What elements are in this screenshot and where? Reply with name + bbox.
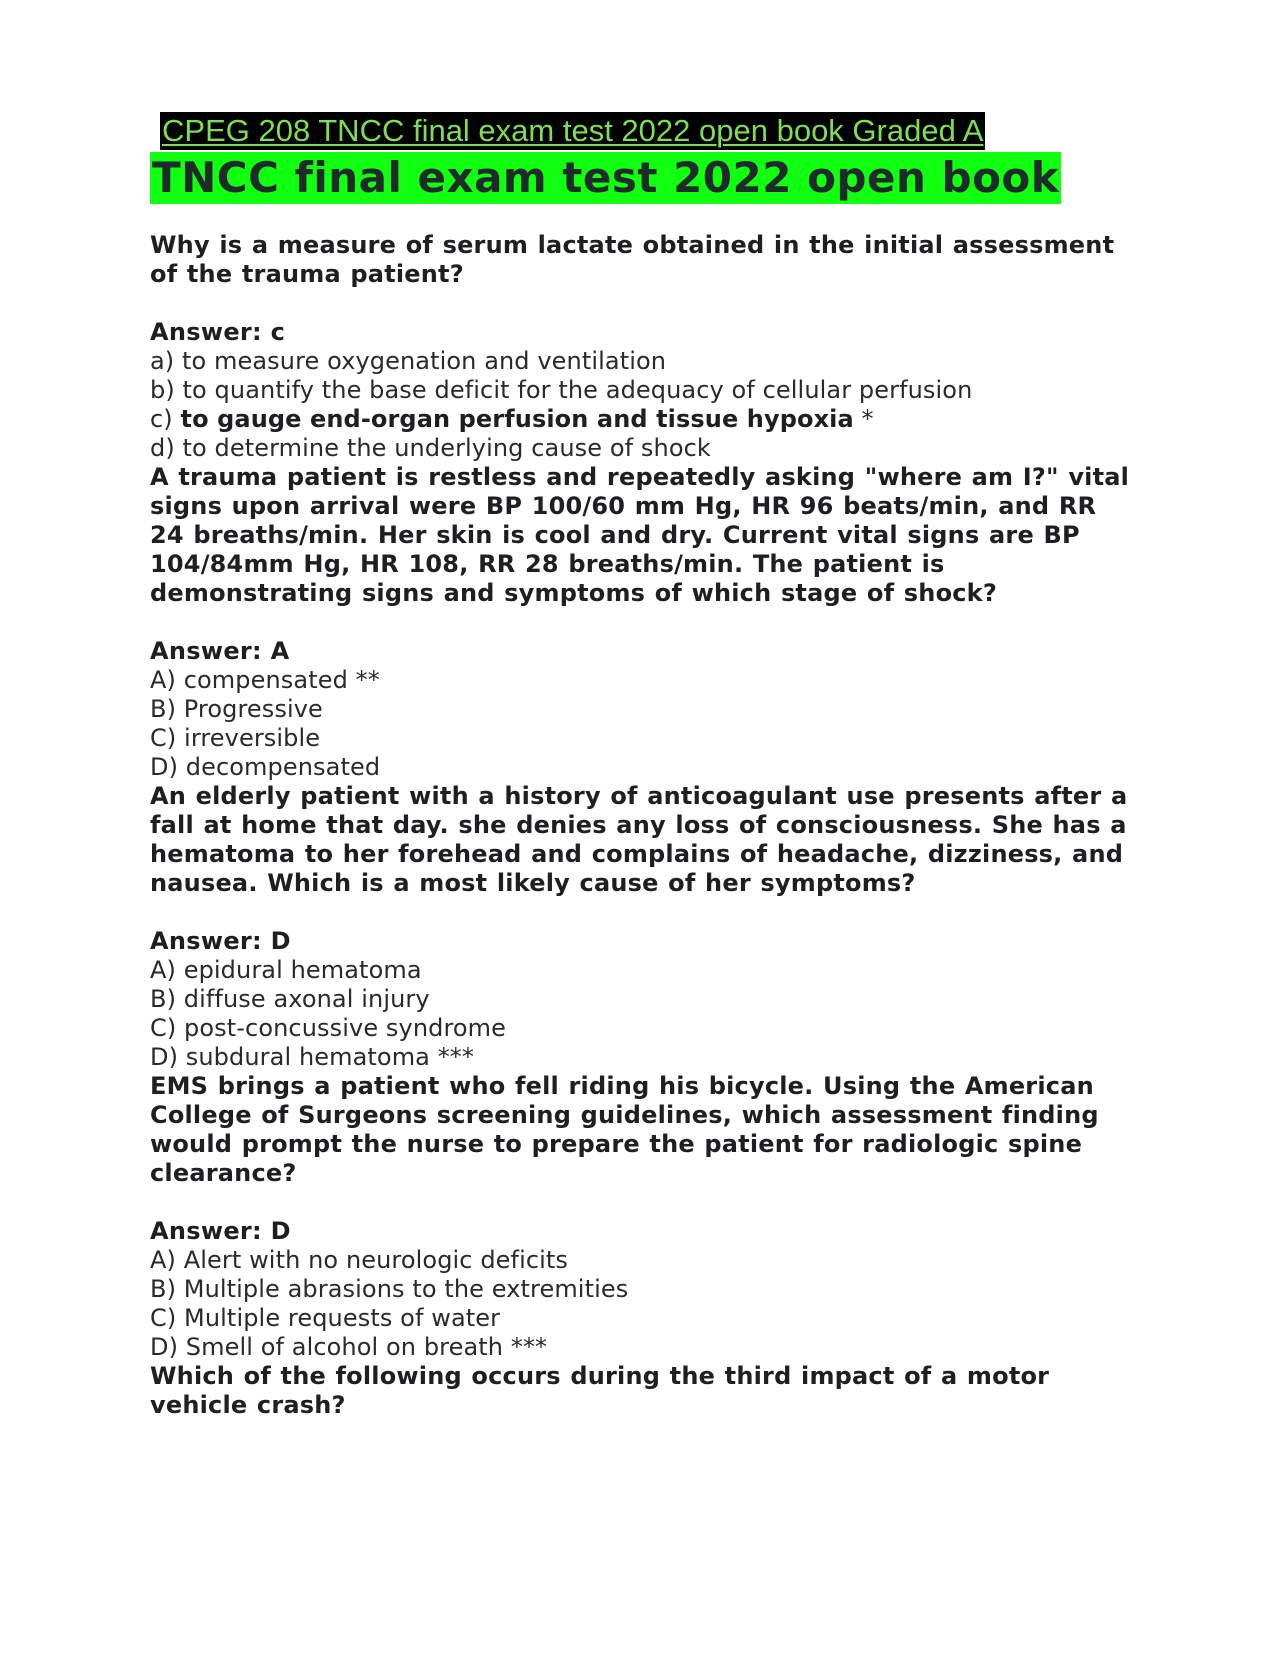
- document-page: [150, 112, 1130, 1420]
- question-1-option-c: [150, 405, 1130, 434]
- question-4-option-d: D) Smell of alcohol on breath ***: [150, 1333, 548, 1361]
- document-banner: CPEG 208 TNCC final exam test 2022 open book Graded A: [162, 113, 984, 148]
- option-prefix: b): [150, 376, 183, 404]
- question-3-text: An elderly patient with a history of anticoagulant use presents after a fall at home that day. she denies any loss of consciousness. She has a hematoma to her forehead and complains of headache, dizziness, and nausea. Which is a most likely cause of her symptoms?: [150, 782, 1128, 897]
- question-1-answer: Answer: c: [150, 318, 286, 346]
- question-3-option-b: B) diffuse axonal injury: [150, 985, 430, 1013]
- option-prefix: d): [150, 434, 183, 462]
- question-1-text: Why is a measure of serum lactate obtained in the initial assessment of the trauma patient?: [150, 231, 1115, 288]
- question-4-option-a: A) Alert with no neurologic deficits: [150, 1246, 569, 1274]
- question-3-answer: Answer: D: [150, 927, 291, 955]
- question-2-option-a: A) compensated **: [150, 666, 380, 694]
- question-2-answer: Answer: A: [150, 637, 290, 665]
- option-text: to determine the underlying cause of shock: [182, 434, 711, 462]
- question-1-option-a: [150, 347, 1130, 376]
- question-4-answer: Answer: D: [150, 1217, 291, 1245]
- question-3-option-c: C) post-concussive syndrome: [150, 1014, 507, 1042]
- question-4-text: EMS brings a patient who fell riding his bicycle. Using the American College of Surgeons screening guidelines, which assessment finding would prompt the nurse to prepare the patient for radiologic spine clearance?: [150, 1072, 1099, 1187]
- document-title: TNCC final exam test 2022 open book: [152, 153, 1060, 202]
- question-2-option-c: C) irreversible: [150, 724, 321, 752]
- question-1-option-d: [150, 434, 1130, 463]
- question-2-option-b: B) Progressive: [150, 695, 323, 723]
- option-prefix: c): [150, 405, 181, 433]
- question-2-option-d: D) decompensated: [150, 753, 381, 781]
- option-prefix: a): [150, 347, 182, 375]
- question-4-option-c: C) Multiple requests of water: [150, 1304, 501, 1332]
- question-3-option-d: D) subdural hematoma ***: [150, 1043, 475, 1071]
- question-1-option-b: [150, 376, 1130, 405]
- correct-marker: *: [853, 405, 874, 433]
- option-text: to measure oxygenation and ventilation: [182, 347, 667, 375]
- option-text-correct: to gauge end-organ perfusion and tissue hypoxia: [180, 405, 854, 433]
- question-3-option-a: A) epidural hematoma: [150, 956, 422, 984]
- subtitle-container: [150, 152, 1130, 204]
- question-5-text: Which of the following occurs during the third impact of a motor vehicle crash?: [150, 1362, 1050, 1419]
- option-text: to quantify the base deficit for the adequacy of cellular perfusion: [182, 376, 973, 404]
- question-2-text: A trauma patient is restless and repeatedly asking "where am I?" vital signs upon arrival were BP 100/60 mm Hg, HR 96 beats/min, and RR 24 breaths/min. Her skin is cool and dry. Current vital signs are BP 104/84mm Hg, HR 108, RR 28 breaths/min. The patient is demonstrating signs and symptoms of which stage of shock?: [150, 463, 1130, 607]
- banner-container: [160, 112, 1130, 152]
- question-4-option-b: B) Multiple abrasions to the extremities: [150, 1275, 629, 1303]
